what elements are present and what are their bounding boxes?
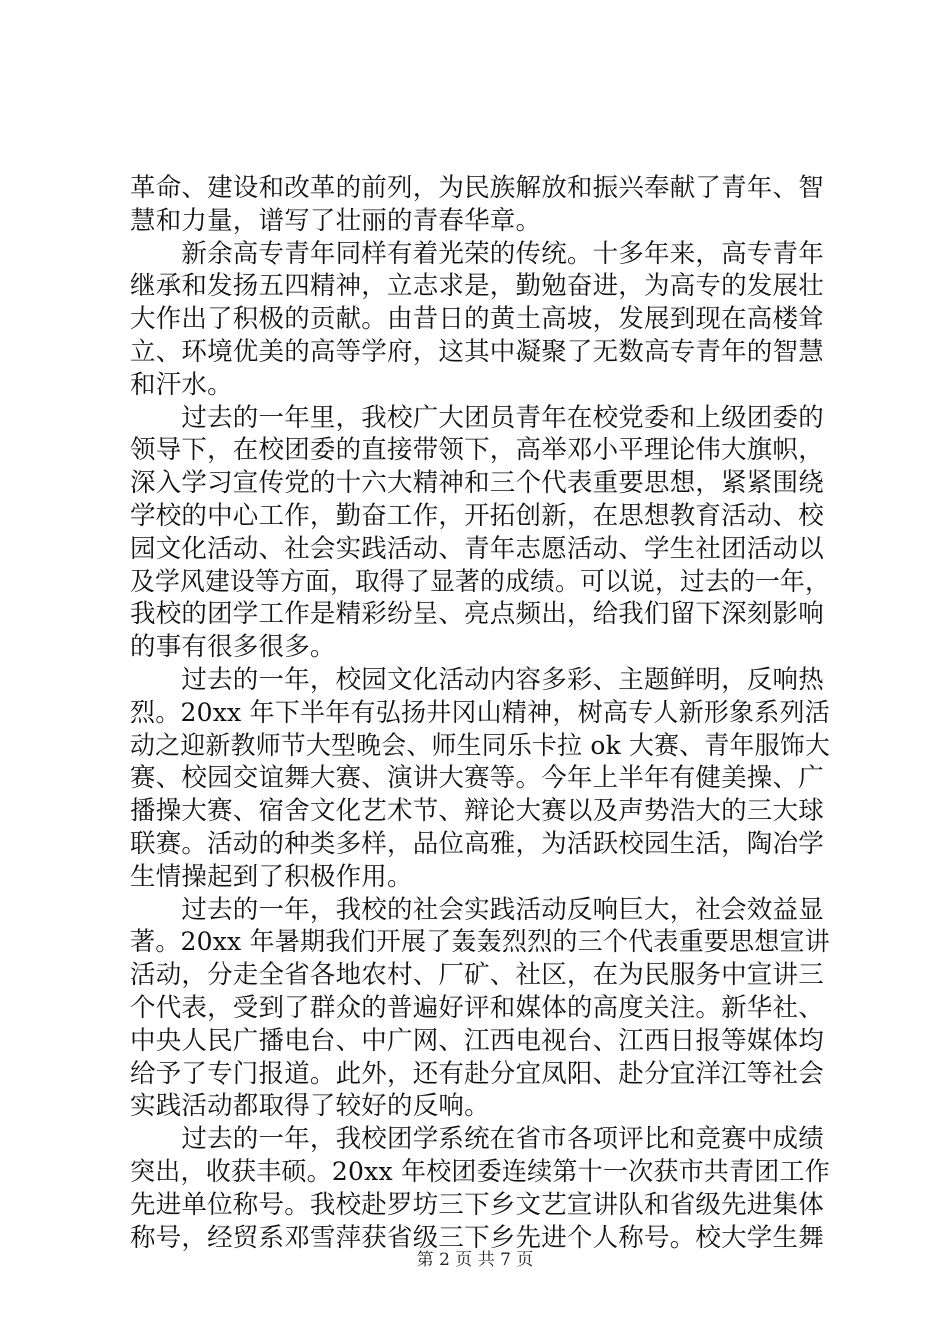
text-line: 中央人民广播电台、中广网、江西电视台、江西日报等媒体均 [130,1025,824,1056]
text-line: 烈。20xx 年下半年有弘扬井冈山精神，树高专人新形象系列活 [130,697,830,728]
text-line: 园文化活动、社会实践活动、青年志愿活动、学生社团活动以 [130,533,824,564]
text-line: 和汗水。 [130,369,233,400]
body-text [130,172,830,1254]
text-line: 及学风建设等方面，取得了显著的成绩。可以说，过去的一年， [130,566,830,597]
text-line: 个代表，受到了群众的普遍好评和媒体的高度关注。新华社、 [130,992,824,1023]
text-line: 给予了专门报道。此外，还有赴分宜凤阳、赴分宜洋江等社会 [130,1058,824,1089]
text-line: 活动，分走全省各地农村、厂矿、社区，在为民服务中宣讲三 [130,960,824,991]
text-line: 先进单位称号。我校赴罗坊三下乡文艺宣讲队和省级先进集体 [130,1189,824,1220]
text-line: 联赛。活动的种类多样，品位高雅，为活跃校园生活，陶冶学 [130,828,824,859]
text-line: 革命、建设和改革的前列，为民族解放和振兴奉献了青年、智 [130,173,824,203]
text-line: 生情操起到了积极作用。 [130,861,413,892]
text-line: 立、环境优美的高等学府，这其中凝聚了无数高专青年的智慧 [130,336,824,367]
text-line: 新余高专青年同样有着光荣的传统。十多年来，高专青年 [130,238,824,269]
text-line: 播操大赛、宿舍文化艺术节、辩论大赛以及声势浩大的三大球 [130,796,824,827]
text-line: 动之迎新教师节大型晚会、师生同乐卡拉 ok 大赛、青年服饰大 [130,730,830,761]
page-footer: 第 2 页 共 7 页 [416,1250,534,1270]
text-line: 著。20xx 年暑期我们开展了轰轰烈烈的三个代表重要思想宣讲 [130,927,830,958]
text-line: 大作出了积极的贡献。由昔日的黄土高坡，发展到现在高楼耸 [130,304,824,335]
text-line: 称号，经贸系邓雪萍获省级三下乡先进个人称号。校大学生舞 [130,1222,824,1253]
text-line: 过去的一年，我校的社会实践活动反响巨大，社会效益显 [130,894,824,925]
text-line: 领导下，在校团委的直接带领下，高举邓小平理论伟大旗帜， [130,435,824,466]
text-line: 学校的中心工作，勤奋工作，开拓创新，在思想教育活动、校 [130,500,824,531]
text-line: 继承和发扬五四精神，立志求是，勤勉奋进，为高专的发展壮 [130,271,824,302]
text-line: 我校的团学工作是精彩纷呈、亮点频出，给我们留下深刻影响 [130,599,824,630]
text-line: 过去的一年里，我校广大团员青年在校党委和上级团委的 [130,402,824,433]
text-line: 慧和力量，谱写了壮丽的青春华章。 [130,205,542,236]
text-line: 实践活动都取得了较好的反响。 [130,1091,490,1122]
text-line: 深入学习宣传党的十六大精神和三个代表重要思想，紧紧围绕 [130,468,824,499]
text-line: 的事有很多很多。 [130,632,336,663]
text-line: 过去的一年，我校团学系统在省市各项评比和竞赛中成绩 [130,1124,824,1155]
text-line: 过去的一年，校园文化活动内容多彩、主题鲜明，反响热 [130,664,824,695]
text-line: 赛、校园交谊舞大赛、演讲大赛等。今年上半年有健美操、广 [130,763,824,794]
text-line: 突出，收获丰硕。20xx 年校团委连续第十一次获市共青团工作 [130,1156,830,1187]
